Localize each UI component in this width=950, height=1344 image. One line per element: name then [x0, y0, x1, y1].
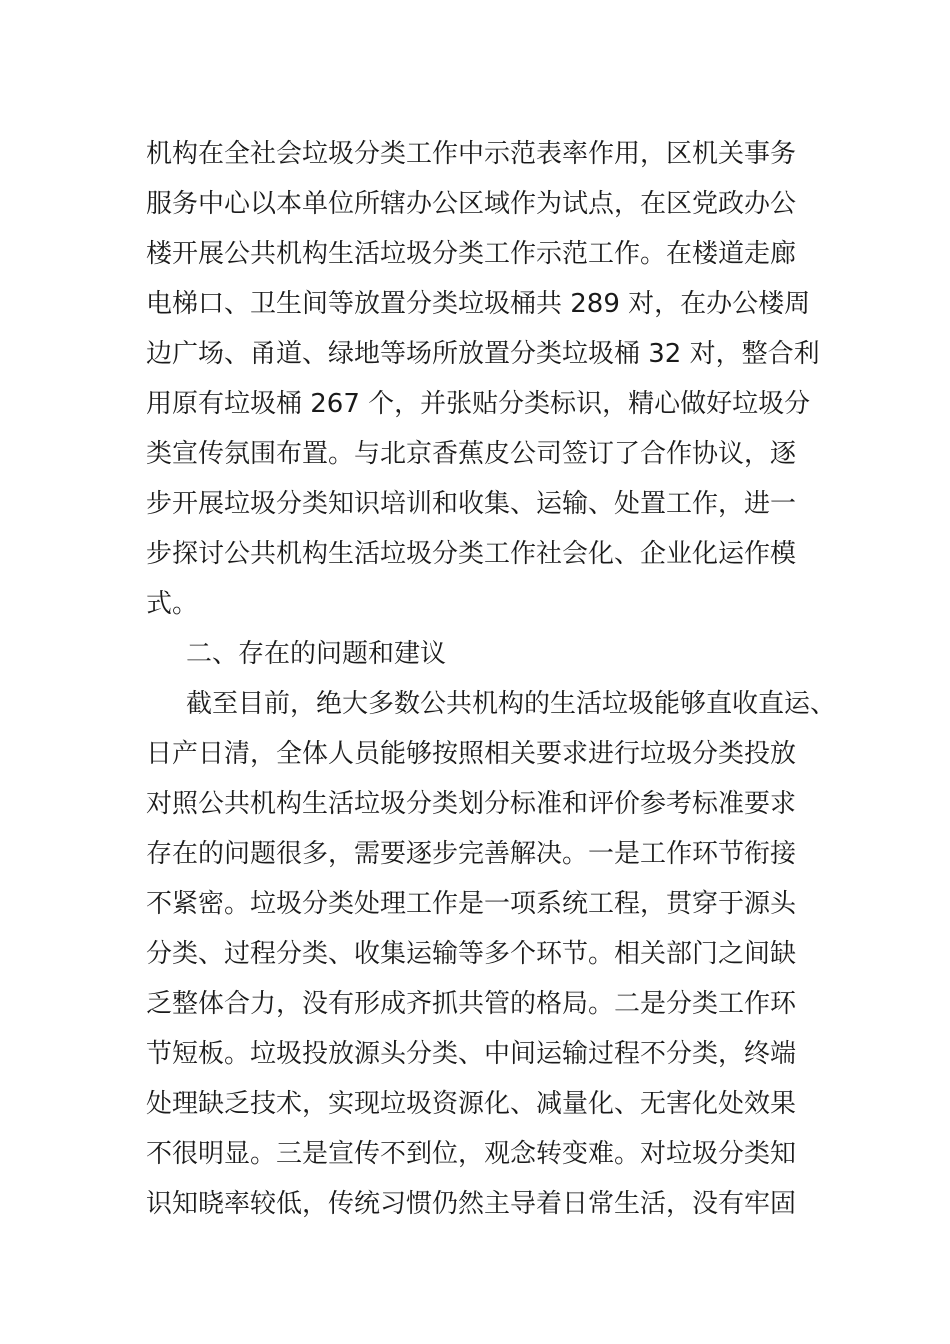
section-heading: 二、存在的问题和建议: [186, 639, 447, 669]
paragraph-line: 机构在全社会垃圾分类工作中示范表率作用，区机关事务: [146, 139, 797, 169]
paragraph-line: 处理缺乏技术，实现垃圾资源化、减量化、无害化处效果: [146, 1089, 797, 1119]
paragraph-line: 步探讨公共机构生活垃圾分类工作社会化、企业化运作模: [146, 539, 797, 569]
paragraph-line: 日产日清，全体人员能够按照相关要求进行垃圾分类投放: [146, 739, 797, 769]
paragraph-line: 不紧密。垃圾分类处理工作是一项系统工程，贯穿于源头: [146, 889, 797, 919]
paragraph-line: 电梯口、卫生间等放置分类垃圾桶共 289 对，在办公楼周: [146, 289, 811, 319]
paragraph-line: 类宣传氛围布置。与北京香蕉皮公司签订了合作协议，逐: [146, 439, 797, 469]
paragraph-line: 边广场、甬道、绿地等场所放置分类垃圾桶 32 对，整合利: [146, 339, 820, 369]
paragraph-line: 用原有垃圾桶 267 个，并张贴分类标识，精心做好垃圾分: [146, 389, 811, 419]
paragraph-line: 分类、过程分类、收集运输等多个环节。相关部门之间缺: [146, 939, 797, 969]
paragraph-line: 乏整体合力，没有形成齐抓共管的格局。二是分类工作环: [146, 989, 797, 1019]
paragraph-line: 服务中心以本单位所辖办公区域作为试点，在区党政办公: [146, 189, 797, 219]
paragraph-line: 对照公共机构生活垃圾分类划分标准和评价参考标准要求: [146, 789, 797, 819]
paragraph-line: 截至目前，绝大多数公共机构的生活垃圾能够直收直运、: [186, 689, 837, 719]
paragraph-line: 存在的问题很多，需要逐步完善解决。一是工作环节衔接: [146, 839, 797, 869]
paragraph-line: 不很明显。三是宣传不到位，观念转变难。对垃圾分类知: [146, 1139, 797, 1169]
paragraph-line: 步开展垃圾分类知识培训和收集、运输、处置工作，进一: [146, 489, 797, 519]
paragraph-line: 识知晓率较低，传统习惯仍然主导着日常生活，没有牢固: [146, 1189, 797, 1219]
paragraph-line: 节短板。垃圾投放源头分类、中间运输过程不分类，终端: [146, 1039, 797, 1069]
paragraph-line: 式。: [146, 589, 199, 619]
paragraph-line: 楼开展公共机构生活垃圾分类工作示范工作。在楼道走廊: [146, 239, 797, 269]
